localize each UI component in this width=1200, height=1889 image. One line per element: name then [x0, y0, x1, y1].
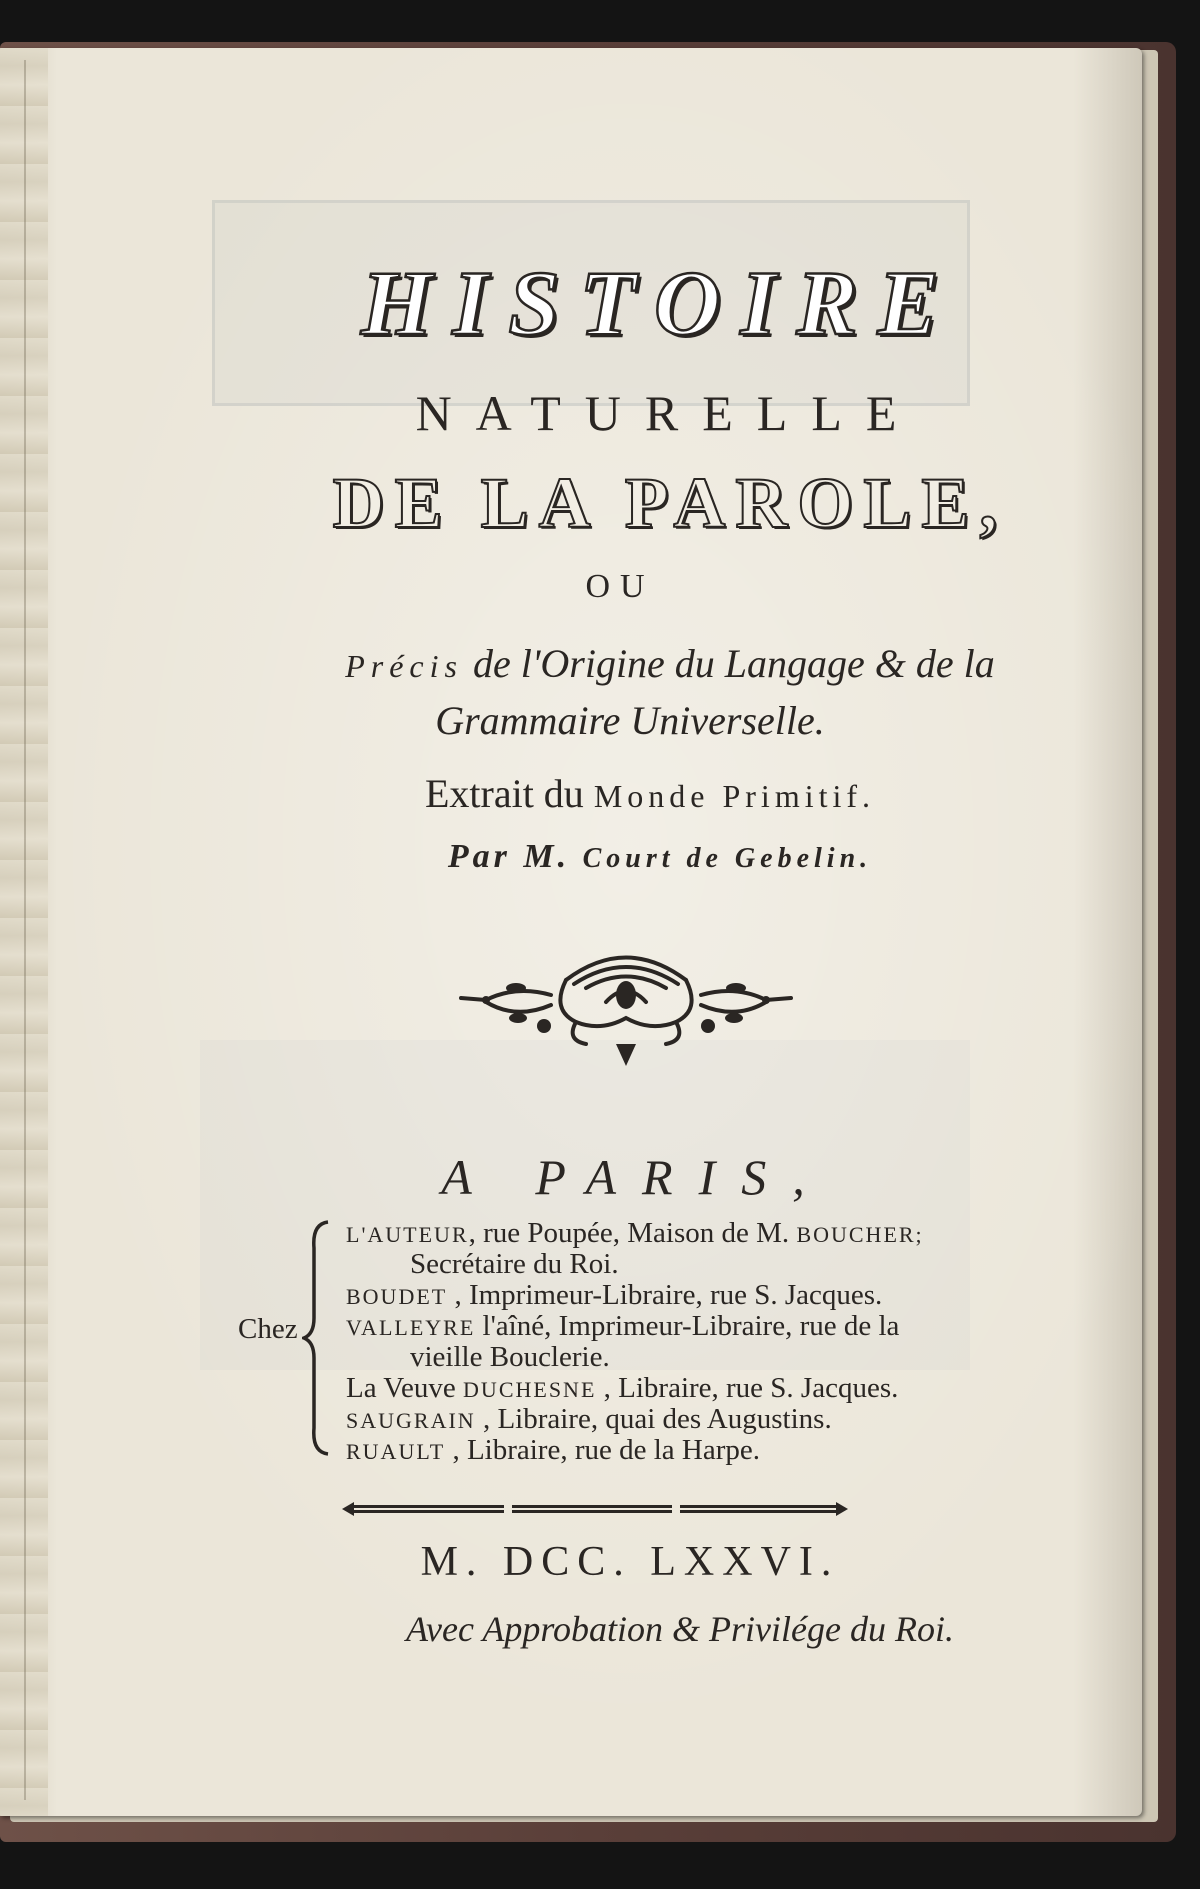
title-histoire: HISTOIRE — [360, 252, 960, 354]
subtitle-line-1 — [0, 640, 1200, 687]
imprint-line-bouclerie — [346, 1342, 1026, 1373]
imprint-line-valleyre — [346, 1311, 1026, 1342]
imprint-line-secretaire — [346, 1249, 1026, 1280]
imprint-date: M. DCC. LXXVI. — [420, 1539, 840, 1585]
imprint-address: l'aîné, Imprimeur-Libraire, rue de la — [475, 1310, 900, 1342]
imprint-lines — [346, 1218, 1026, 1466]
imprint-name: DUCHESNE — [463, 1377, 597, 1402]
imprint-address: La Veuve — [346, 1372, 464, 1404]
author-name: Court de Gebelin. — [582, 843, 873, 874]
subtitle-precis: Précis — [345, 648, 463, 684]
imprint-name: SAUGRAIN — [346, 1408, 476, 1433]
printer-ornament-icon — [456, 940, 796, 1070]
author-prefix: Par M. — [447, 838, 583, 875]
imprint-name: L'AUTEUR — [346, 1222, 469, 1247]
title-ou: OU — [585, 568, 655, 605]
extrait-prefix: Extrait du — [424, 771, 594, 816]
imprint-line-auteur — [346, 1218, 1026, 1249]
subtitle-origine: de l'Origine du Langage & de la — [462, 641, 995, 686]
imprint-address: , Imprimeur-Libraire, rue S. Jacques. — [447, 1279, 883, 1311]
extrait-line — [0, 770, 1200, 817]
subtitle-grammaire: Grammaire Universelle. — [435, 698, 825, 743]
curly-brace-icon — [302, 1218, 332, 1458]
imprint-city: A PARIS, — [441, 1149, 831, 1205]
imprint-address: , Libraire, rue de la Harpe. — [445, 1434, 761, 1466]
imprint-address: , Libraire, quai des Augustins. — [475, 1403, 832, 1435]
imprint-address: Secrétaire du Roi. — [410, 1248, 619, 1280]
imprint-line-duchesne — [346, 1373, 1026, 1404]
imprint-chez: Chez — [238, 1313, 298, 1345]
imprint-block — [238, 1218, 1028, 1488]
privilege-line: Avec Approbation & Privilége du Roi. — [406, 1609, 954, 1649]
imprint-name: BOUDET — [346, 1284, 448, 1309]
imprint-address: vieille Bouclerie. — [410, 1341, 610, 1373]
imprint-address: , rue Poupée, Maison de M. — [468, 1217, 797, 1249]
imprint-line-saugrain — [346, 1404, 1026, 1435]
title-naturelle: NATURELLE — [415, 385, 921, 441]
imprint-address: , Libraire, rue S. Jacques. — [596, 1372, 899, 1404]
title-de-la-parole: DE LA PAROLE, — [332, 463, 1008, 543]
imprint-line-ruault — [346, 1435, 1026, 1466]
imprint-name: VALLEYRE — [346, 1315, 476, 1340]
imprint-name: RUAULT — [346, 1439, 446, 1464]
imprint-name: BOUCHER; — [796, 1222, 924, 1247]
decorative-rule-icon — [340, 1498, 850, 1520]
author-line — [0, 838, 1200, 876]
extrait-monde-primitif: Monde Primitif. — [593, 778, 876, 814]
imprint-line-boudet — [346, 1280, 1026, 1311]
